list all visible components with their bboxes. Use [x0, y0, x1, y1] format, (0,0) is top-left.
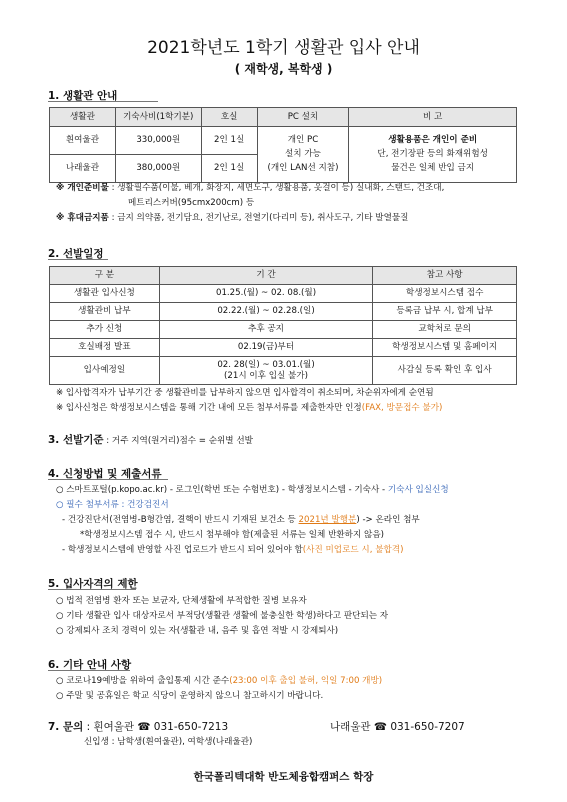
schedule-period: 02.22.(월) ~ 02.28.(일) — [159, 303, 373, 321]
schedule-item: 생활관 입사신청 — [50, 285, 160, 303]
header-note: 참고 사항 — [373, 267, 517, 285]
restriction-line: ○ 법적 전염병 환자 또는 보균자, 단체생활에 부적합한 질병 보유자 — [56, 596, 307, 606]
schedule-table — [49, 266, 517, 385]
health-cert-year: 2021년 발행분 — [298, 515, 357, 525]
section-5-rule — [48, 589, 136, 590]
schedule-note-2 — [56, 402, 442, 415]
pc-line: 설치 가능 — [285, 149, 321, 160]
section-7-heading — [48, 719, 228, 734]
remark-cell — [349, 127, 517, 183]
photo-upload-text: - 학생정보시스템에 반영할 사진 업로드가 반드시 되어 있어야 함 — [62, 545, 303, 555]
schedule-period: 01.25.(월) ~ 02. 08.(월) — [159, 285, 373, 303]
header-period: 기 간 — [159, 267, 373, 285]
etc-line-covid — [56, 675, 382, 688]
section-7-title: 7. 문의 — [48, 721, 84, 733]
schedule-item: 생활관비 납부 — [50, 303, 160, 321]
schedule-note: 교학처로 문의 — [373, 321, 517, 339]
required-doc-line: ○ 필수 첨부서류 : 건강검진서 — [56, 500, 169, 510]
schedule-note-1: ※ 입사합격자가 납부기간 중 생활관비를 납부하지 않으면 입사합격이 취소되며, 차순위자에게 순연됨 — [56, 388, 434, 398]
schedule-item: 호실배정 발표 — [50, 339, 160, 357]
apply-target-link: 기숙사 입실신청 — [387, 485, 449, 495]
table-row — [50, 321, 517, 339]
dorm-name: 나래울관 — [50, 155, 116, 183]
section-6-heading: 6. 기타 안내 사항 — [48, 659, 132, 671]
schedule-item: 입사예정일 — [50, 357, 160, 385]
banned-items-note — [56, 212, 408, 225]
health-cert-upload: ) -> 온라인 첨부 — [356, 515, 420, 525]
table-row — [50, 357, 517, 385]
table-row — [50, 339, 517, 357]
section-2-heading: 2. 선발일정 — [48, 248, 104, 260]
prep-items-note — [56, 182, 444, 195]
schedule-note-2-warning: (FAX, 방문접수 불가) — [361, 403, 443, 413]
schedule-period-cell — [159, 357, 373, 385]
table-row — [50, 127, 517, 155]
header-room: 호실 — [201, 108, 257, 127]
dorm-room: 2인 1실 — [201, 127, 257, 155]
header-remark: 비 고 — [349, 108, 517, 127]
section-3-heading — [48, 432, 253, 447]
schedule-item: 추가 신청 — [50, 321, 160, 339]
remark-bold: 생활용품은 개인이 준비 — [388, 135, 478, 146]
health-cert-text: - 건강진단서(전염병-B형간염, 결핵이 반드시 기재된 보건소 등 — [62, 515, 299, 525]
covid-hours: (23:00 이후 출입 불허, 익일 7:00 개방) — [229, 676, 383, 686]
schedule-note: 학생정보시스템 접수 — [373, 285, 517, 303]
prep-text: : 생활필수품(이불, 베개, 화장지, 세면도구, 생활용품, 옷걸이 등) 실내화, 스탠드, 건조대, — [108, 183, 445, 193]
dorm-name: 흰여울관 — [50, 127, 116, 155]
schedule-period: 02. 28(일) ~ 03.01.(월) — [217, 359, 315, 370]
page-subtitle: ( 재학생, 복학생 ) — [234, 62, 333, 76]
prep-items-note-2: 메트리스커버(95cmx200cm) 등 — [128, 198, 255, 208]
remark-line: 단, 전기장판 등의 화재위험성 — [377, 149, 488, 160]
section-2-rule — [48, 259, 108, 260]
header-dorm: 생활관 — [50, 108, 116, 127]
table-row — [50, 303, 517, 321]
pc-cell — [257, 127, 349, 183]
issuer-signature: 한국폴리텍대학 반도체융합캠퍼스 학장 — [193, 771, 374, 783]
pc-line: 개인 PC — [287, 135, 319, 146]
schedule-note: 학생정보시스템 및 홈페이지 — [373, 339, 517, 357]
ban-label: ※ 휴대금지품 — [56, 213, 109, 223]
contact-narae — [330, 719, 465, 734]
dorm-room: 2인 1실 — [201, 155, 257, 183]
remark-line: 물건은 일체 반입 금지 — [391, 162, 475, 173]
attach-warning-line: *학생정보시스템 접수 시, 반드시 첨부해야 함(제출된 서류는 일체 반환하지 않음) — [80, 530, 384, 540]
schedule-note-2-text: ※ 입사신청은 학생정보시스템을 통해 기간 내에 모든 첨부서류를 제출한자만 인정 — [56, 403, 362, 413]
photo-upload-warning: (사진 미업로드 시, 불합격) — [302, 545, 404, 555]
schedule-period-note: (21시 이후 입실 불가) — [224, 370, 308, 381]
contact-narae-text: 나래울관 ☎ 031-650-7207 — [330, 721, 465, 733]
header-pc: PC 설치 — [257, 108, 349, 127]
restriction-line: ○ 강제퇴사 조치 경력이 있는 자(생활관 내, 음주 및 흡연 적발 시 강제퇴사) — [56, 626, 339, 636]
section-1-rule — [48, 101, 158, 102]
ban-text: : 금지 의약품, 전기담요, 전기난로, 전열기(다리미 등), 취사도구, 기타 발열물질 — [108, 213, 409, 223]
prep-label: ※ 개인준비물 — [56, 183, 109, 193]
section-3-title: 3. 선발기준 — [48, 434, 104, 446]
dormitory-table — [49, 107, 517, 183]
freshman-assignment: 신입생 : 남학생(흰여울관), 여학생(나래울관) — [84, 737, 253, 747]
apply-step-line — [56, 484, 449, 497]
schedule-period: 02.19(금)부터 — [159, 339, 373, 357]
header-fee: 기숙사비(1학기분) — [115, 108, 201, 127]
covid-text: ○ 코로나19예방을 위하여 출입통제 시간 준수 — [56, 676, 230, 686]
restriction-line: ○ 기타 생활관 입사 대상자로서 부적당(생활관 생활에 불충실한 학생)하다고 판단되는 자 — [56, 611, 389, 621]
page-title: 2021학년도 1학기 생활관 입사 안내 — [147, 38, 420, 58]
table-row — [50, 285, 517, 303]
section-6-rule — [48, 670, 130, 671]
section-5-heading: 5. 입사자격의 제한 — [48, 578, 138, 590]
section-1-heading: 1. 생활관 안내 — [48, 90, 118, 102]
section-3-text: : 거주 지역(원거리)점수 = 순위별 선발 — [103, 436, 253, 446]
etc-line-weekend: ○ 주말 및 공휴일은 학교 식당이 운영하지 않으니 참고하시기 바랍니다. — [56, 691, 324, 701]
section-4-rule — [48, 479, 168, 480]
schedule-note: 등록금 납부 시, 합계 납부 — [373, 303, 517, 321]
schedule-note: 사감실 등록 확인 후 입사 — [373, 357, 517, 385]
schedule-period: 추후 공지 — [159, 321, 373, 339]
section-4-heading: 4. 신청방법 및 제출서류 — [48, 468, 162, 480]
photo-upload-line — [62, 544, 403, 557]
dorm-fee: 330,000원 — [115, 127, 201, 155]
pc-line: (개인 LAN선 지참) — [267, 162, 339, 173]
contact-heenyeoul: : 흰여울관 ☎ 031-650-7213 — [83, 721, 229, 733]
header-item: 구 분 — [50, 267, 160, 285]
apply-path: ○ 스마트포털(p.kopo.ac.kr) - 로그인(학번 또는 수험번호) - 학생정보시스템 - 기숙사 - — [56, 485, 388, 495]
health-cert-line — [62, 514, 420, 527]
dorm-fee: 380,000원 — [115, 155, 201, 183]
